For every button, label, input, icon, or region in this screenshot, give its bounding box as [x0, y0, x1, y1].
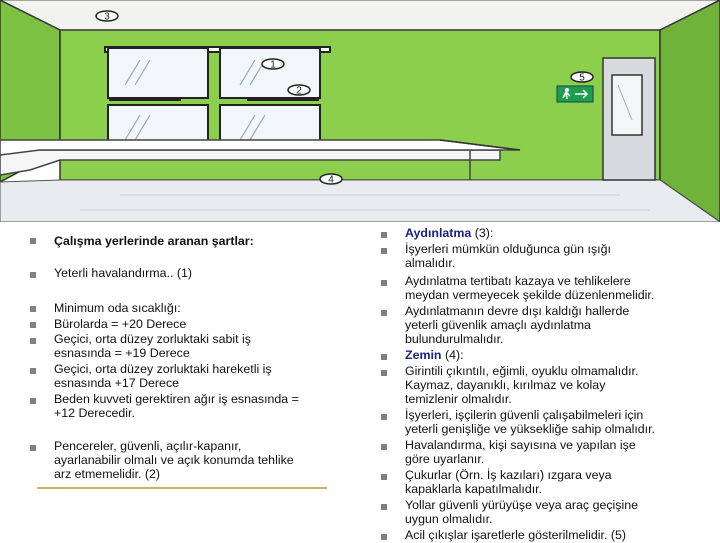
- bullet-icon: [30, 322, 36, 328]
- bullet-icon: [381, 444, 387, 450]
- svg-text:5: 5: [579, 72, 585, 84]
- bullet-icon: [30, 306, 36, 312]
- bullet-icon: [381, 370, 387, 376]
- left-item-ventilation: Yeterli havalandırma.. (1): [54, 266, 192, 280]
- bullet-icon: [30, 398, 36, 404]
- left-item-heavy-work-l2: +12 Derecedir.: [54, 406, 135, 420]
- bullet-icon: [381, 232, 387, 238]
- left-item-mobile-work-l2: esnasında +17 Derece: [54, 376, 180, 390]
- bullet-icon: [381, 354, 387, 360]
- left-item-windows-l1: Pencereler, güvenli, açılır-kapanır,: [54, 439, 242, 453]
- left-item-fixed-work-l2: esnasında = +19 Derece: [54, 346, 190, 360]
- right-item-emergency-light-l2: yeterli güvenlik amaçlı aydınlatma: [405, 318, 591, 332]
- right-item-pits-l1: Çukurlar (Örn. İş kazıları) ızgara veya: [405, 468, 612, 482]
- svg-text:1: 1: [270, 59, 276, 71]
- left-item-office: Bürolarda = +20 Derece: [54, 317, 187, 331]
- bullet-icon: [381, 474, 387, 480]
- right-item-workspace-l2: yeterli genişliğe ve yüksekliğe sahip olmalıdır.: [405, 422, 656, 436]
- bullet-icon: [381, 310, 387, 316]
- right-item-ventilation-l1: Havalandırma, kişi sayısına ve yapılan işe: [405, 438, 636, 452]
- right-item-daylight-l1: İşyerleri mümkün olduğunca gün ışığı: [405, 242, 611, 256]
- left-item-heavy-work-l1: Beden kuvveti gerektiren ağır iş esnasında =: [54, 392, 299, 406]
- right-item-emergency-light-l3: bulundurulmalıdır.: [405, 332, 504, 346]
- bullet-icon: [381, 534, 387, 540]
- keyword-floor-ref: (4):: [441, 348, 464, 362]
- svg-text:3: 3: [104, 11, 110, 23]
- right-item-floor-l3: temizlenir olmalıdır.: [405, 392, 512, 406]
- right-item-ventilation-l2: göre uyarlanır.: [405, 452, 485, 466]
- bullet-icon: [381, 414, 387, 420]
- svg-text:4: 4: [328, 174, 334, 186]
- svg-text:2: 2: [296, 85, 302, 97]
- workplace-room-illustration: [0, 0, 720, 222]
- right-item-pits-l2: kapaklarla kapatılmalıdır.: [405, 482, 543, 496]
- left-item-fixed-work-l1: Geçici, orta düzey zorluktaki sabit iş: [54, 332, 251, 346]
- keyword-lighting: Aydınlatma: [405, 226, 472, 240]
- right-item-fixtures-l1: Aydınlatma tertibatı kazaya ve tehlikelere: [405, 274, 631, 288]
- right-item-workspace-l1: İşyerleri, işçilerin güvenli çalışabilmeleri için: [405, 408, 644, 422]
- right-item-floor-l2: Kaymaz, dayanıklı, kırılmaz ve kolay: [405, 378, 606, 392]
- right-item-exits: Acil çıkışlar işaretlerle gösterilmelidir. (5): [405, 528, 627, 542]
- left-item-min-temp: Minimum oda sıcaklığı:: [54, 301, 181, 315]
- right-item-paths-l1: Yollar güvenli yürüyüşe veya araç geçişine: [405, 498, 639, 512]
- bullet-icon: [30, 238, 36, 244]
- right-item-daylight-l2: almalıdır.: [405, 256, 456, 270]
- door: [603, 58, 655, 180]
- bullet-icon: [30, 338, 36, 344]
- keyword-floor: Zemin: [405, 348, 442, 362]
- bullet-icon: [381, 248, 387, 254]
- bullet-icon: [30, 272, 36, 278]
- keyword-lighting-ref: (3):: [471, 226, 494, 240]
- right-item-emergency-light-l1: Aydınlatmanın devre dışı kaldığı hallerde: [405, 304, 630, 318]
- left-heading: Çalışma yerlerinde aranan şartlar:: [54, 234, 254, 248]
- bullet-icon: [381, 504, 387, 510]
- left-item-mobile-work-l1: Geçici, orta düzey zorluktaki hareketli iş: [54, 362, 272, 376]
- right-item-paths-l2: uygun olmalıdır.: [405, 512, 493, 526]
- bullet-icon: [30, 445, 36, 451]
- exit-sign-icon: [557, 86, 593, 102]
- right-item-fixtures-l2: meydan vermeyecek şekilde düzenlenmelidir.: [405, 288, 655, 302]
- right-item-floor-l1: Girintili çıkıntılı, eğimli, oyuklu olmamalıdır.: [405, 364, 639, 378]
- divider-line: [37, 487, 327, 489]
- bullet-icon: [30, 368, 36, 374]
- right-heading-lighting: [405, 226, 493, 241]
- right-heading-floor: [405, 348, 464, 363]
- left-item-windows-l2: ayarlanabilir olmalı ve açık konumda tehlike: [54, 453, 294, 467]
- left-item-windows-l3: arz etmemelidir. (2): [54, 467, 161, 481]
- bullet-icon: [381, 280, 387, 286]
